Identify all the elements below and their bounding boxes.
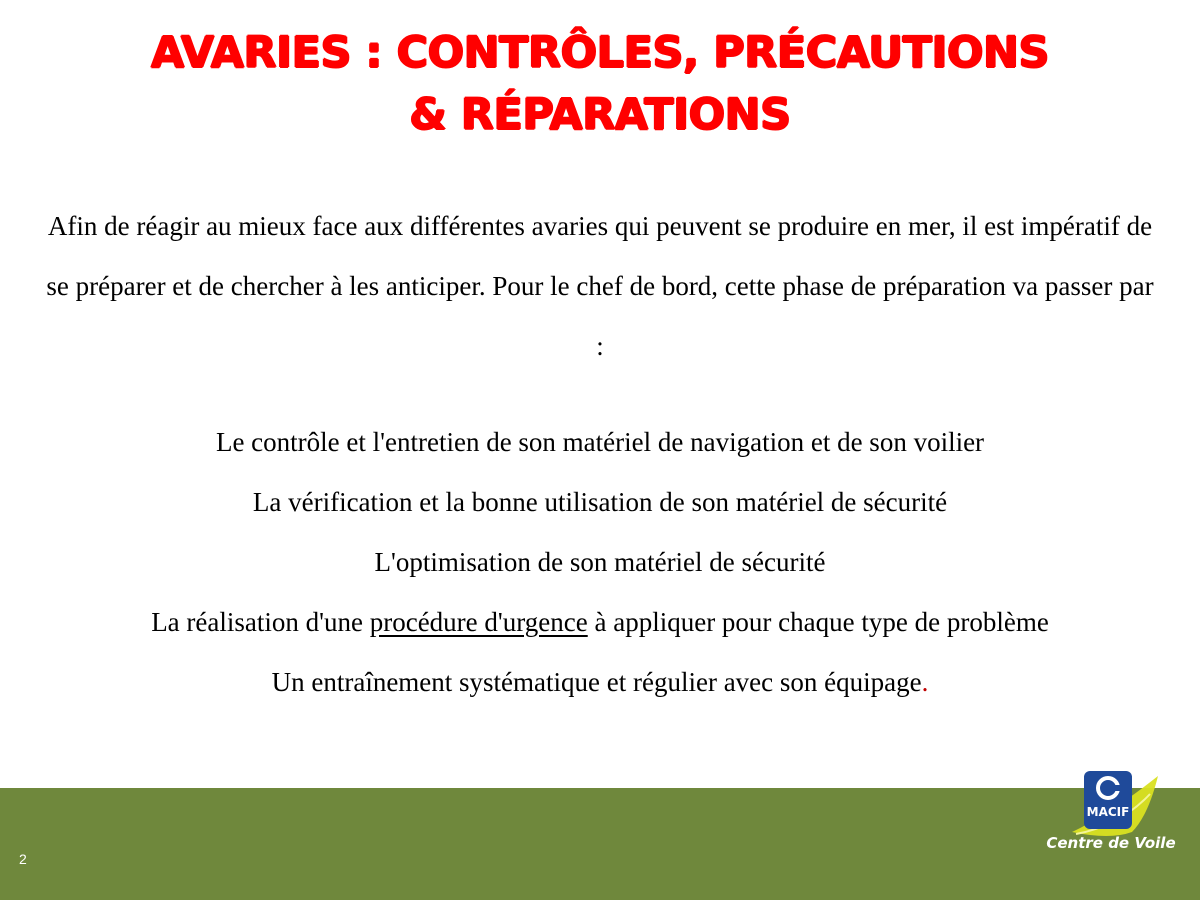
logo-caption: Centre de Voile [1046, 834, 1176, 852]
emergency-procedure-link[interactable]: procédure d'urgence [369, 607, 588, 637]
list-item: L'optimisation de son matériel de sécurité [374, 547, 826, 577]
logo-wordmark: MACIF [1086, 805, 1130, 819]
slide-title [0, 22, 1200, 146]
slide-title-line-2: & RÉPARATIONS [409, 90, 791, 140]
list-item-training [0, 652, 1200, 712]
list-item-emergency-procedure [0, 592, 1200, 652]
footer-band [0, 788, 1200, 900]
list-item: Le contrôle et l'entretien de son matériel de navigation et de son voilier [215, 427, 985, 457]
intro-paragraph: Afin de réagir au mieux face aux différentes avaries qui peuvent se produire en mer, il est impératif de se préparer et de chercher à les anticiper. Pour le chef de bord, cette phase de préparation va passer par : [46, 211, 1154, 361]
slide-title-line-1: AVARIES : CONTRÔLES, PRÉCAUTIONS [150, 28, 1049, 78]
list-item: La vérification et la bonne utilisation de son matériel de sécurité [252, 487, 948, 517]
page-number: 2 [19, 851, 27, 867]
item-text: Un entraînement systématique et régulier avec son équipage [271, 667, 922, 697]
item-text-prefix: La réalisation d'une [151, 607, 370, 637]
item-text-suffix: à appliquer pour chaque type de problème [587, 607, 1049, 637]
preparation-list [0, 412, 1200, 712]
item-end-punctuation: . [921, 667, 929, 697]
